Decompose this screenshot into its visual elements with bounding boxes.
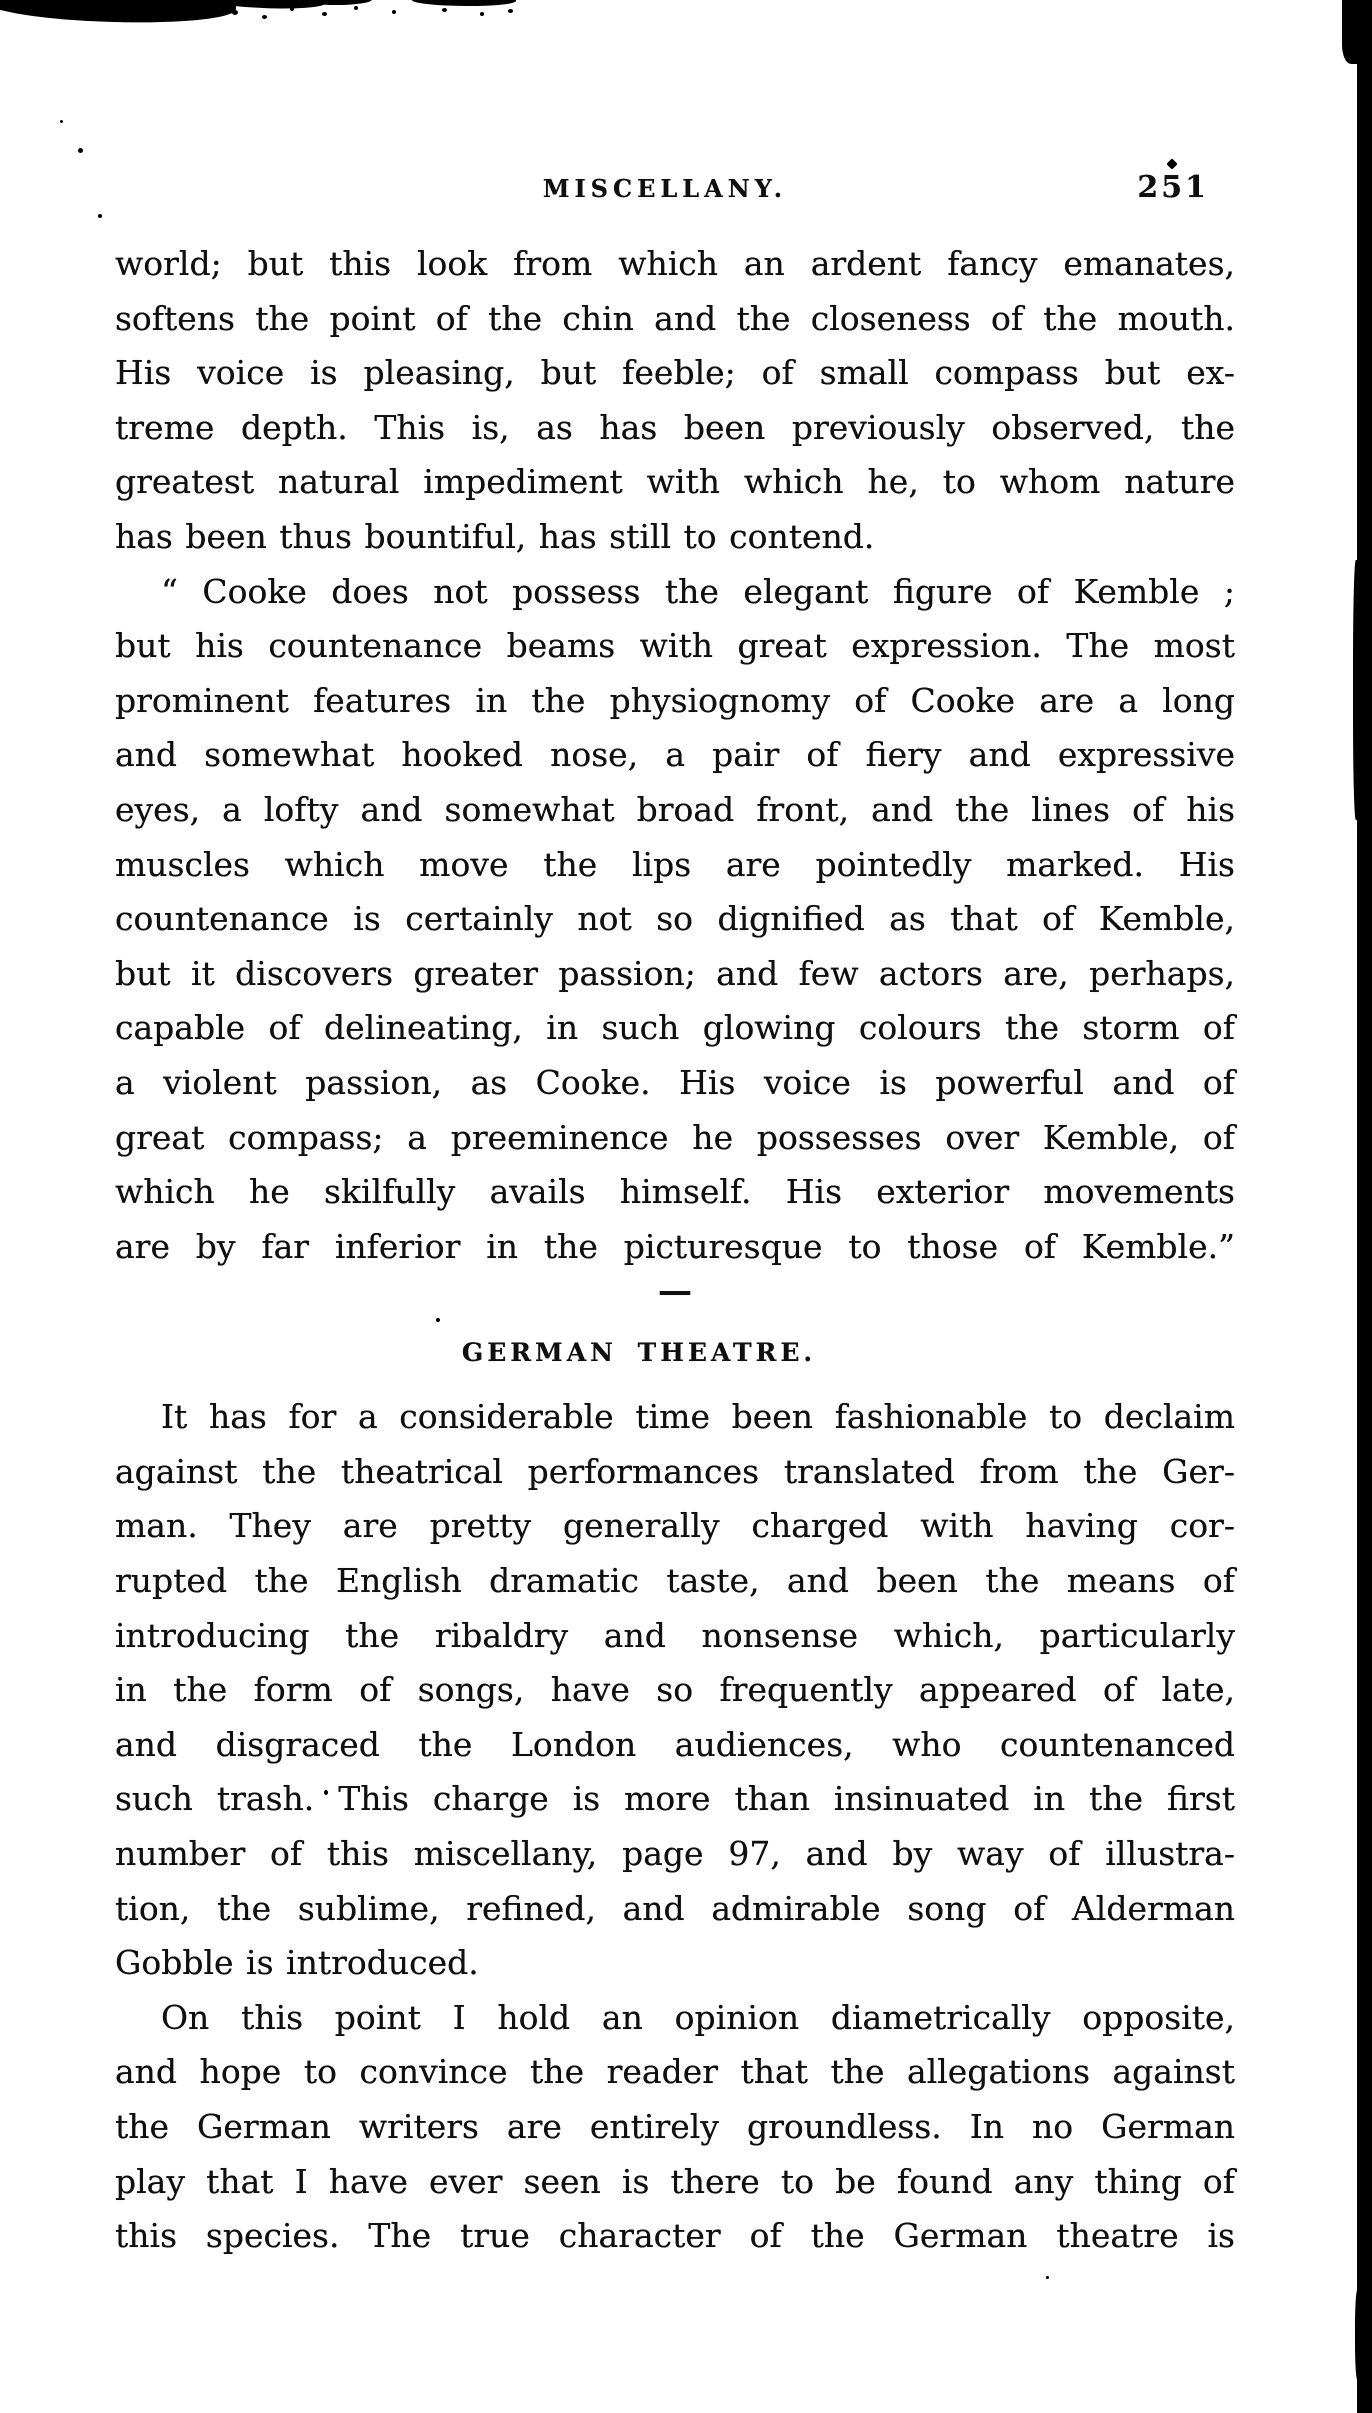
scan-speck [354,6,358,10]
text-line: in the form of songs, have so frequently appeared of late, [115,1670,1235,1710]
binding-shadow-right [1357,0,1372,2413]
scan-speck [480,12,484,16]
text-line: but his countenance beams with great expression. The most [115,626,1235,666]
text-line: great compass; a preeminence he possesses over Kemble, of [115,1117,1235,1157]
scan-speck [78,148,83,153]
text-line: eyes, a lofty and somewhat broad front, and the lines of his [115,789,1235,829]
text-line: such trash. This charge is more than insinuated in the first [115,1779,1235,1819]
text-line: a violent passion, as Cooke. His voice is powerful and of [115,1062,1235,1102]
text-column [115,237,1235,2264]
text-line: prominent features in the physiognomy of Cooke are a long [115,680,1235,720]
text-line: and somewhat hooked nose, a pair of fiery and expressive [115,735,1235,775]
text-line: greatest natural impediment with which he, to whom nature [115,462,1235,502]
text-line: tion, the sublime, refined, and admirable song of Alderman [115,1888,1235,1928]
section-heading: GERMAN THEATRE. [461,1338,817,1368]
text-line: softens the point of the chin and the closeness of the mouth. [115,298,1235,338]
text-line: His voice is pleasing, but feeble; of small compass but ex- [115,353,1235,393]
text-line: “ Cooke does not possess the elegant figure of Kemble ; [161,571,1235,611]
scan-smudge-top [412,0,516,7]
text-line: Gobble is introduced. [115,1943,479,1983]
scan-speck [98,214,102,218]
scan-speck [290,7,294,11]
running-header-title: MISCELLANY. [542,174,788,203]
scan-speck [442,8,447,12]
text-line: the German writers are entirely groundless. In no German [115,2107,1235,2146]
text-line: number of this miscellany, page 97, and by way of illustra- [115,1834,1235,1874]
text-line: this species. The true character of the German theatre is [115,2216,1235,2256]
divider-dash: — [658,1271,692,1312]
scan-speck [322,12,327,16]
paragraph-lines-bottom [115,1390,1235,2264]
text-line: has been thus bountiful, has still to contend. [115,516,875,556]
scan-speck [262,15,267,19]
binding-shadow-top-right [1342,0,1372,64]
text-line: It has for a considerable time been fashionable to declaim [161,1397,1235,1437]
text-line: countenance is certainly not so dignified as that of Kemble, [115,899,1235,939]
text-line: treme depth. This is, as has been previously observed, the [115,407,1235,447]
scan-speck [392,10,396,14]
text-line: which he skilfully avails himself. His exterior movements [115,1172,1235,1212]
scan-speck [232,10,238,15]
text-line: man. They are pretty generally charged with having cor- [115,1506,1235,1546]
text-line: rupted the English dramatic taste, and been the means of [115,1561,1235,1601]
text-line: capable of delineating, in such glowing colours the storm of [115,1008,1235,1048]
binding-shadow-bump [1353,560,1360,820]
text-line: introducing the ribaldry and nonsense which, particularly [115,1615,1235,1655]
text-line: muscles which move the lips are pointedly marked. His [115,844,1235,884]
text-line: On this point I hold an opinion diametrically opposite, [161,1997,1235,2037]
binding-shadow-bump [1355,2290,1361,2380]
paragraph-lines-top [115,237,1235,1274]
scan-speck [508,9,513,13]
text-line: play that I have ever seen is there to be found any thing of [115,2161,1235,2201]
text-line: against the theatrical performances translated from the Ger- [115,1451,1235,1491]
scan-speck [1046,2276,1049,2279]
text-line: but it discovers greater passion; and few actors are, perhaps, [115,953,1235,993]
page-number: 251 [1137,170,1209,205]
text-line: and disgraced the London audiences, who countenanced [115,1724,1235,1764]
scan-speck [1166,158,1177,169]
section-divider [115,1271,1235,1322]
running-header [115,170,1235,216]
text-line: are by far inferior in the picturesque to those of Kemble.” [115,1226,1235,1266]
scan-speck [60,120,63,123]
text-line: world; but this look from which an ardent fancy emanates, [115,244,1235,283]
text-line: and hope to convince the reader that the allegations against [115,2052,1235,2092]
scan-smudge-top-left [0,0,237,27]
